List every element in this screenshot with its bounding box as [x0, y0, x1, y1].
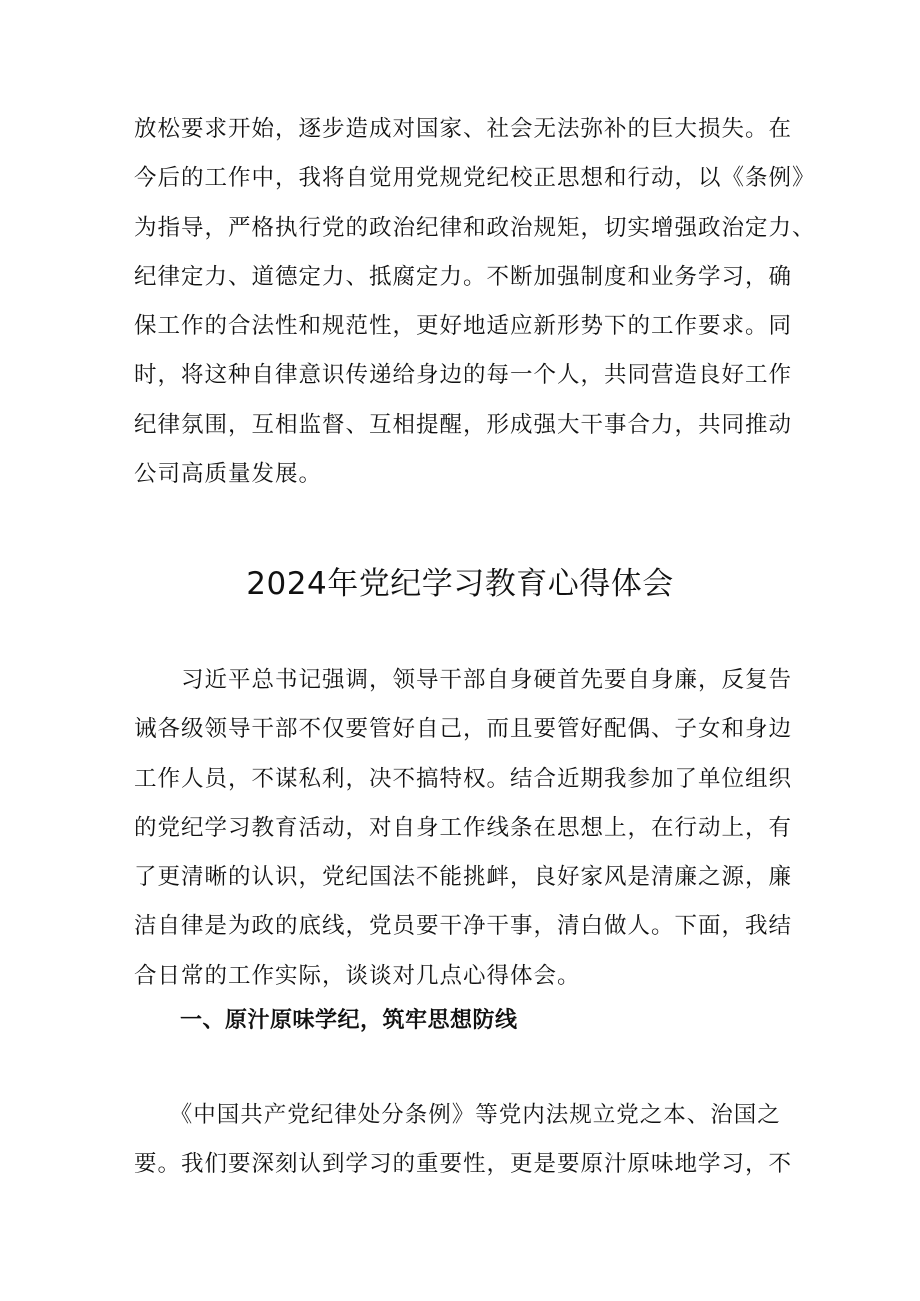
paragraph-continuation [134, 105, 816, 499]
text-line: 放松要求开始，逐步造成对国家、社会无法弥补的巨大损失。在 [134, 116, 793, 142]
text-line: 时，将这种自律意识传递给身边的每一个人，共同营造良好工作 [134, 362, 793, 389]
text-line: 的党纪学习教育活动，对自身工作线条在思想上，在行动上，有 [134, 814, 793, 841]
text-line: 纪律氛围，互相监督、互相提醒，形成强大干事合力，共同推动 [134, 411, 793, 438]
text-line: 洁自律是为政的底线，党员要干净干事，清白做人。下面，我结 [134, 913, 793, 940]
text-line: 今后的工作中，我将自觉用党规党纪校正思想和行动，以《条例》 [134, 165, 816, 192]
text-line: 为指导，严格执行党的政治纪律和政治规矩，切实增强政治定力、 [134, 214, 816, 241]
text-line: 公司高质量发展。 [134, 461, 323, 488]
text-line: 合日常的工作实际，谈谈对几点心得体会。 [134, 962, 581, 989]
paragraph-intro [134, 656, 794, 1001]
text-line: 工作人员，不谋私利，决不搞特权。结合近期我参加了单位组织 [134, 765, 793, 792]
text-line: 《中国共产党纪律处分条例》等党内法规立党之本、治国之 [134, 1102, 781, 1128]
paragraph-section-one [134, 1091, 794, 1190]
section-heading: 一、原汁原味学纪，筑牢思想防线 [180, 1008, 518, 1033]
text-line: 保工作的合法性和规范性，更好地适应新形势下的工作要求。同 [134, 313, 793, 340]
text-line: 纪律定力、道德定力、抵腐定力。不断加强制度和业务学习，确 [134, 263, 793, 290]
text-line: 了更清晰的认识，党纪国法不能挑衅，良好家风是清廉之源，廉 [134, 864, 793, 891]
text-line: 诫各级领导干部不仅要管好自己，而且要管好配偶、子女和身边 [134, 716, 793, 743]
document-title: 2024年党纪学习教育心得体会 [246, 566, 674, 602]
text-line: 习近平总书记强调，领导干部自身硬首先要自身廉，反复告 [134, 667, 793, 693]
text-line: 要。我们要深刻认到学习的重要性，更是要原汁原味地学习，不 [134, 1151, 793, 1178]
